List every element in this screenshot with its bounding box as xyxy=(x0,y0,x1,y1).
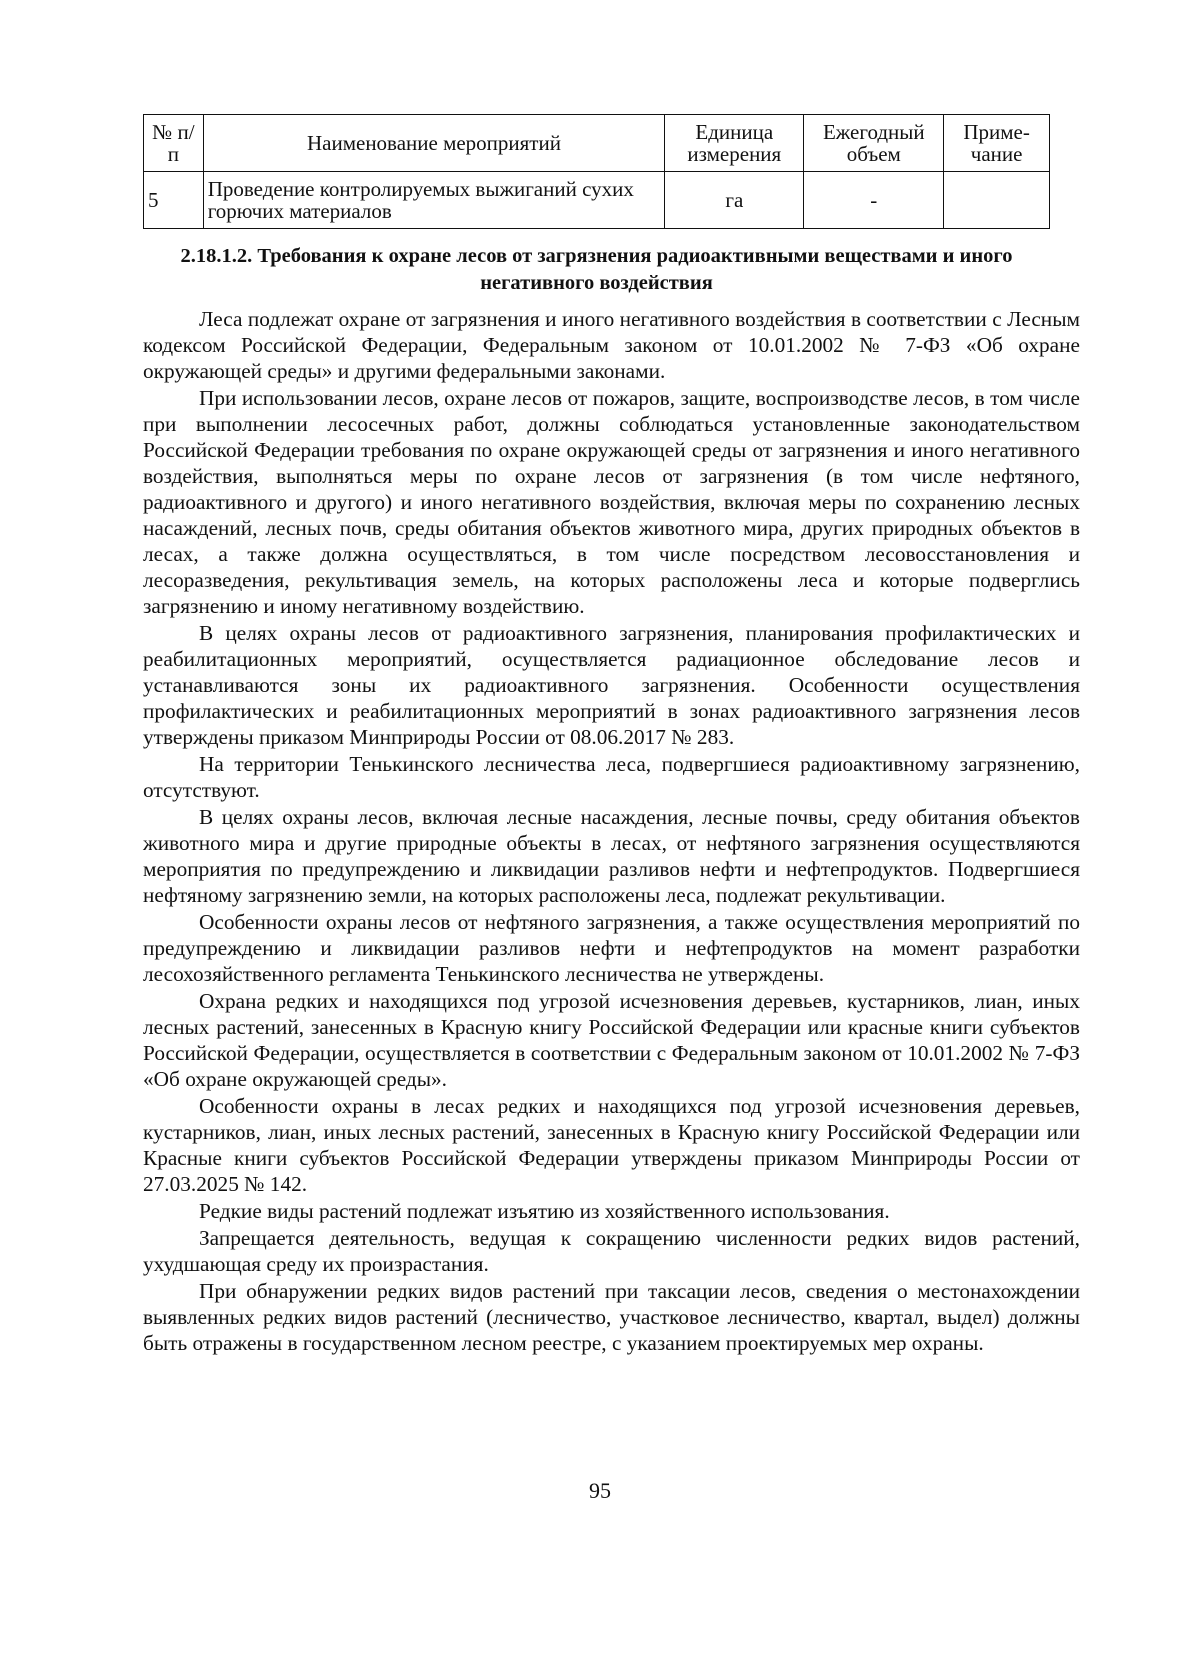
paragraph: Редкие виды растений подлежат изъятию из хозяйственного использования. xyxy=(199,1199,890,1223)
paragraph: Особенности охраны в лесах редких и находящихся под угрозой исчезновения деревьев, кустарников, лиан, иных лесных растений, занесенных в Красную книгу Российской Федерации или Красные книги субъектов Российской Федерации утверждены приказом Минприроды России от 27.03.2025 № 142. xyxy=(143,1094,1080,1196)
body-text xyxy=(143,306,1080,1357)
paragraph: Леса подлежат охране от загрязнения и иного негативного воздействия в соответствии с Лесным кодексом Российской Федерации, Федеральным законом от 10.01.2002 № 7-ФЗ «Об охране окружающей среды» и другими федеральными законами. xyxy=(143,307,1080,383)
table-row xyxy=(144,172,1050,229)
header-number: № п/п xyxy=(144,115,204,172)
paragraph: На территории Тенькинского лесничества леса, подвергшиеся радиоактивному загрязнению, отсутствуют. xyxy=(143,752,1080,802)
row-note xyxy=(944,172,1050,229)
header-note: Приме-чание xyxy=(944,115,1050,172)
page-number: 95 xyxy=(589,1478,611,1503)
header-annual-volume: Ежегодный объем xyxy=(804,115,944,172)
paragraph: Особенности охраны лесов от нефтяного загрязнения, а также осуществления мероприятий по предупреждению и ликвидации разливов нефти и нефтепродуктов на момент разработки лесохозяйственного регламента Тенькинского лесничества не утверждены. xyxy=(143,910,1080,986)
table-header-row xyxy=(144,115,1050,172)
paragraph: При обнаружении редких видов растений при таксации лесов, сведения о местонахождении выявленных редких видов растений (лесничество, участковое лесничество, квартал, выдел) должны быть отражены в государственном лесном реестре, с указанием проектируемых мер охраны. xyxy=(143,1279,1080,1355)
row-activity-name: Проведение контролируемых выжиганий сухих горючих материалов xyxy=(203,172,665,229)
row-number: 5 xyxy=(144,172,204,229)
row-annual-volume: - xyxy=(804,172,944,229)
paragraph: Охрана редких и находящихся под угрозой исчезновения деревьев, кустарников, лиан, иных лесных растений, занесенных в Красную книгу Российской Федерации или красные книги субъектов Российской Федерации, осуществляется в соответствии с Федеральным законом от 10.01.2002 № 7-ФЗ «Об охране окружающей среды». xyxy=(143,989,1080,1091)
header-unit: Единица измерения xyxy=(665,115,804,172)
paragraph: В целях охраны лесов, включая лесные насаждения, лесные почвы, среду обитания объектов животного мира и другие природные объекты в лесах, от нефтяного загрязнения осуществляются мероприятия по предупреждению и ликвидации разливов нефти и нефтепродуктов. Подвергшиеся нефтяному загрязнению земли, на которых расположены леса, подлежат рекультивации. xyxy=(143,805,1080,907)
row-unit: га xyxy=(665,172,804,229)
paragraph: При использовании лесов, охране лесов от пожаров, защите, воспроизводстве лесов, в том числе при выполнении лесосечных работ, должны соблюдаться установленные законодательством Российской Федерации требования по охране окружающей среды от загрязнения и иного негативного воздействия, выполняться меры по охране лесов от загрязнения (в том числе нефтяного, радиоактивного и другого) и иного негативного воздействия, включая меры по сохранению лесных насаждений, лесных почв, среды обитания объектов животного мира, других природных объектов в лесах, а также должна осуществляться, в том числе посредством лесовосстановления и лесоразведения, рекультивация земель, на которых расположены леса и которые подверглись загрязнению и иному негативному воздействию. xyxy=(143,386,1080,618)
activities-table xyxy=(143,114,1050,229)
header-activity-name: Наименование мероприятий xyxy=(203,115,665,172)
paragraph: Запрещается деятельность, ведущая к сокращению численности редких видов растений, ухудшающая среду их произрастания. xyxy=(143,1226,1080,1276)
paragraph: В целях охраны лесов от радиоактивного загрязнения, планирования профилактических и реабилитационных мероприятий, осуществляется радиационное обследование лесов и устанавливаются зоны их радиоактивного загрязнения. Особенности осуществления профилактических и реабилитационных мероприятий в зонах радиоактивного загрязнения лесов утверждены приказом Минприроды России от 08.06.2017 № 283. xyxy=(143,621,1080,749)
section-heading: 2.18.1.2. Требования к охране лесов от загрязнения радиоактивными веществами и иного негативного воздействия xyxy=(180,245,1013,294)
